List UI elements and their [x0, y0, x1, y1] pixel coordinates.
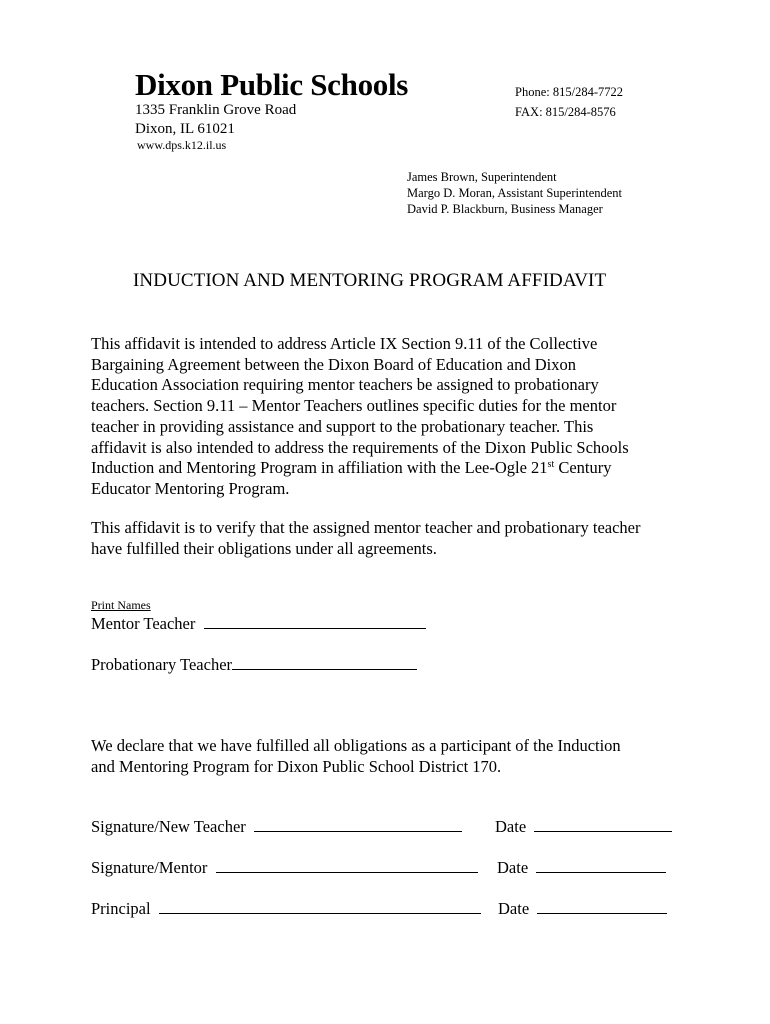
declaration-line: and Mentoring Program for Dixon Public School District 170.	[91, 756, 502, 776]
website: www.dps.k12.il.us	[137, 138, 227, 152]
mentor-signature-row	[91, 857, 478, 879]
declaration-paragraph	[91, 736, 691, 777]
mentor-teacher-label: Mentor Teacher	[91, 614, 196, 633]
principal-signature-field[interactable]	[159, 898, 481, 914]
ordinal-suffix: st	[547, 459, 555, 471]
print-names-label: Print Names	[91, 598, 151, 612]
intro-line: This affidavit is intended to address Article IX Section 9.11 of the Collective	[91, 334, 598, 353]
principal-signature-row	[91, 898, 481, 920]
new-teacher-date-row	[495, 816, 672, 838]
declaration-line: We declare that we have fulfilled all obligations as a participant of the Induction	[91, 736, 621, 755]
intro-line: Educator Mentoring Program.	[91, 478, 290, 498]
staff-superintendent: James Brown, Superintendent	[407, 170, 557, 184]
intro-line-text: Induction and Mentoring Program in affiliation with the Lee-Ogle 21	[91, 458, 548, 478]
phone-number: Phone: 815/284-7722	[515, 85, 623, 99]
intro-line-text: Century	[554, 458, 612, 478]
intro-paragraph	[91, 334, 691, 500]
intro-line: teachers. Section 9.11 – Mentor Teachers outlines specific duties for the mentor	[91, 396, 617, 416]
staff-business-manager: David P. Blackburn, Business Manager	[407, 202, 603, 216]
verify-paragraph	[91, 518, 691, 559]
staff-assistant-superintendent: Margo D. Moran, Assistant Superintendent	[407, 186, 623, 200]
date-label: Date	[497, 858, 529, 877]
mentor-date-row	[497, 857, 666, 879]
verify-line: have fulfilled their obligations under all agreements.	[91, 538, 437, 558]
mentor-signature-label: Signature/Mentor	[91, 858, 208, 877]
mentor-teacher-name-field[interactable]	[204, 613, 426, 629]
intro-line: Bargaining Agreement between the Dixon Board of Education and Dixon	[91, 354, 576, 374]
principal-date-field[interactable]	[537, 898, 667, 914]
mentor-teacher-row	[91, 613, 426, 635]
document-title: INDUCTION AND MENTORING PROGRAM AFFIDAVIT	[133, 270, 607, 291]
probationary-teacher-row	[91, 654, 417, 676]
verify-line: This affidavit is to verify that the assigned mentor teacher and probationary teacher	[91, 518, 641, 537]
new-teacher-signature-row	[91, 816, 462, 838]
date-label: Date	[498, 899, 530, 918]
principal-signature-label: Principal	[91, 899, 151, 918]
intro-line	[91, 458, 691, 479]
probationary-teacher-label: Probationary Teacher	[91, 655, 233, 674]
intro-line: Education Association requiring mentor teachers be assigned to probationary	[91, 375, 599, 395]
address-line-1: 1335 Franklin Grove Road	[135, 102, 297, 118]
principal-date-row	[498, 898, 667, 920]
probationary-teacher-name-field[interactable]	[232, 654, 417, 670]
school-name: Dixon Public Schools	[135, 67, 409, 102]
intro-line: affidavit is also intended to address the requirements of the Dixon Public Schools	[91, 437, 629, 457]
new-teacher-signature-label: Signature/New Teacher	[91, 817, 246, 836]
mentor-signature-field[interactable]	[216, 857, 478, 873]
new-teacher-signature-field[interactable]	[254, 816, 462, 832]
fax-number: FAX: 815/284-8576	[515, 105, 616, 119]
address-line-2: Dixon, IL 61021	[135, 121, 235, 137]
intro-line: teacher in providing assistance and support to the probationary teacher. This	[91, 416, 594, 436]
new-teacher-date-field[interactable]	[534, 816, 672, 832]
mentor-date-field[interactable]	[536, 857, 666, 873]
date-label: Date	[495, 817, 527, 836]
